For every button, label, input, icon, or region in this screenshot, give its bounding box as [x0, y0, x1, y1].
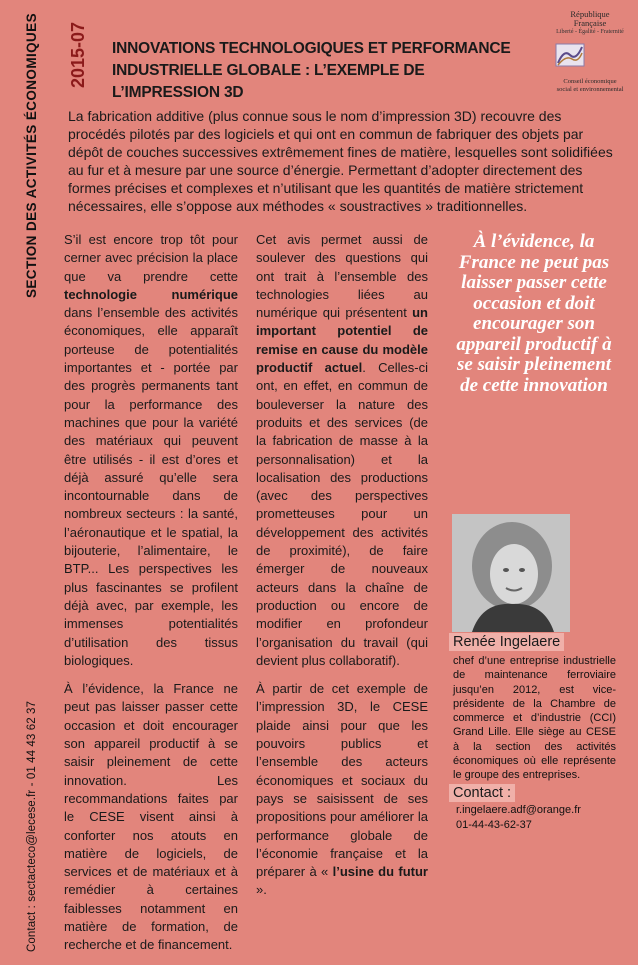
logo-emblem-icon	[554, 41, 586, 69]
logo-line-1: République Française	[570, 9, 610, 28]
contact-phone: 01-44-43-62-37	[456, 819, 532, 831]
logo-line-4: social et environnemental	[556, 86, 624, 93]
contact-details	[456, 803, 581, 833]
column-2	[256, 231, 428, 910]
title-line-1: INNOVATIONS TECHNOLOGIQUES ET PERFORMANCE	[112, 40, 511, 57]
col1-paragraph-2: À l’évidence, la France ne peut pas laisser passer cette occasion et doit encourager son appareil productif à se saisir pleinement de cette innovation. Les recommandations faites par le CESE visent ainsi à conforter nos atouts en matière de logiciels, de services et de matériaux et à remédier à certaines faiblesses notamment en matière de formation, de recherche et de financement.	[64, 681, 238, 953]
logo-line-3: Conseil économique	[563, 78, 617, 85]
col2-paragraph-2	[256, 680, 428, 900]
pull-quote: À l’évidence, la France ne peut pas laisser passer cette occasion et doit encourager son appareil productif à se saisir pleinement de cette innovation	[456, 231, 612, 396]
cese-logo	[554, 9, 626, 93]
col2-p1-text-a: Cet avis permet aussi de soulever des questions qui ont trait à l’ensemble des technologies liées au numérique qui présentent	[256, 232, 428, 321]
section-contact: Contact : sectacteco@lecese.fr - 01 44 43 62 37	[26, 701, 38, 952]
column-1	[64, 231, 238, 965]
portrait-photo	[452, 514, 570, 632]
portrait-image	[452, 514, 570, 632]
logo-republique	[554, 10, 626, 37]
col1-paragraph-1	[64, 231, 238, 670]
col2-p2-text-a: À partir de cet exemple de l’impression 3D, le CESE plaide ainsi pour que les pouvoirs publics et l’ensemble des acteurs économiques et sociaux du pays se saisissent de ses propositions pour améliorer la performance globale de l’économie française et la préparer à «	[256, 681, 428, 880]
person-name: Renée Ingelaere	[449, 633, 564, 651]
logo-cese	[554, 78, 626, 94]
col1-p1-text-c: dans l’ensemble des activités économiques, elle apparaît porteuse de potentialités importantes et - portée par des progrès permanents tant pour la performance des machines que pour la variété des matériaux qui peuvent être utilisés - il est d’ores et déjà assuré qu’elle sera incontournable dans de nombreux secteurs : la santé, l’aéronautique et le spatial, la bijouterie, l’alimentaire, le BTP... Les perspectives les plus fascinantes se profilent déjà avec, par exemple, les immenses potentialités d’utilisation des tissus biologiques.	[64, 305, 238, 668]
col2-p1-text-c: . Celles-ci ont, en effet, en commun de bouleverser la nature des produits et des services (de la fabrication de masse à la personnalisation) et la localisation des productions (avec des perspectives prometteuses pour un développement des activités de proximité), de faire émerger de nouveaux acteurs dans la chaîne de production ou encore de modifier en profondeur l’organisation du travail (qui devient plus collaboratif).	[256, 360, 428, 668]
page-title	[112, 38, 532, 104]
contact-label: Contact :	[449, 784, 515, 802]
col1-p1-bold: technologie numérique	[64, 286, 238, 302]
col2-p2-text-c: ».	[256, 882, 267, 898]
section-label: SECTION DES ACTIVITÉS ÉCONOMIQUES	[24, 13, 39, 298]
contact-email[interactable]: r.ingelaere.adf@orange.fr	[456, 804, 581, 816]
publication-year: 2015-07	[68, 21, 88, 88]
col2-paragraph-1	[256, 231, 428, 670]
col2-p1-bold: un important potentiel de remise en cause du modèle productif actuel	[256, 305, 428, 376]
title-line-2: INDUSTRIELLE GLOBALE : L’EXEMPLE DE L’IMPRESSION 3D	[112, 62, 425, 101]
logo-line-2: Liberté - Égalité - Fraternité	[556, 29, 624, 35]
intro-paragraph: La fabrication additive (plus connue sous le nom d’impression 3D) recouvre des procédés pilotés par des logiciels et qui ont en commun de fabriquer des objets par dépôt de couches successives extrêmement fines de matière, lesquelles sont solidifiées au fur et à mesure par une source d’énergie. Permettant d’adopter directement des formes précises et complexes et n’utilisant que les quantités de matière strictement nécessaires, elle s’oppose aux méthodes « soustractives » traditionnelles.	[68, 108, 613, 214]
person-bio: chef d’une entreprise industrielle de maintenance ferroviaire jusqu’en 2012, est vice-présidente de la Chambre de commerce et d’industrie (CCI) Grand Lille. Elle siège au CESE à la section des activités économiques où elle représente le groupe des entreprises.	[453, 655, 616, 782]
col2-p2-bold: l’usine du futur	[332, 864, 428, 880]
col1-p1-text-a: S’il est encore trop tôt pour cerner avec précision la place que va prendre cette	[64, 232, 238, 284]
